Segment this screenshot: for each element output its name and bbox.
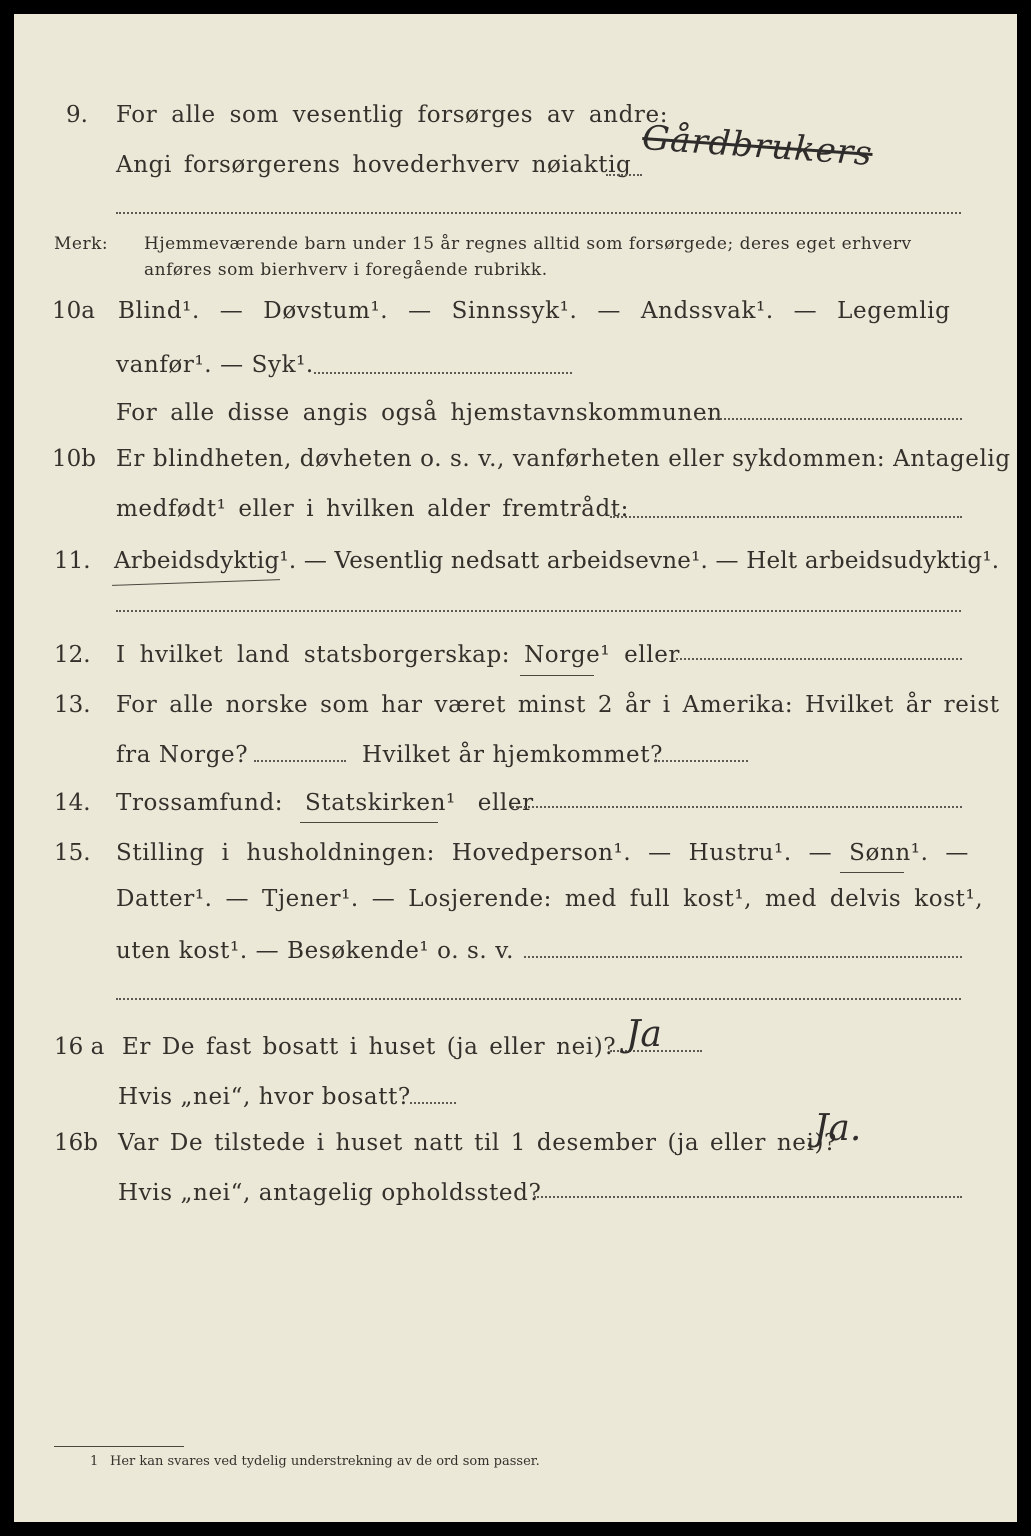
q10b-line1: Er blindheten, døvheten o. s. v., vanførheten eller sykdommen: Antagelig [116,446,1011,472]
merk-text-line2: anføres som bierhverv i foregående rubrikk. [144,260,548,280]
q10a-hjemstavn-dotline [704,418,962,420]
q16a-line1: Er De fast bosatt i huset (ja eller nei)? [122,1034,617,1060]
q10a-line3: For alle disse angis også hjemstavnskommunen [116,400,723,426]
q9-handwritten-answer: Gårdbrukers [640,117,874,175]
q11-line1: Arbeidsdyktig¹. — Vesentlig nedsatt arbeidsevne¹. — Helt arbeidsudyktig¹. [114,548,1000,574]
q16a-line2: Hvis „nei“, hvor bosatt? [118,1084,411,1110]
q16a-number: 16 a [54,1034,105,1060]
q13-number: 13. [54,692,91,718]
q9-question-line1: For alle som vesentlig forsørges av andre: [116,102,669,128]
q15-dotline [524,956,962,958]
census-form-page [14,14,1017,1522]
q9-answer-dotline [606,174,642,176]
q16b-dotline [534,1196,962,1198]
q9-blank-line [116,212,961,214]
q12-underline-norge [520,675,594,676]
q15-underline-sonn [840,872,904,873]
merk-text-line1: Hjemmeværende barn under 15 år regnes alltid som forsørgede; deres eget erhverv [144,234,912,254]
q10b-dotline [610,516,962,518]
q9-question-line2: Angi forsørgerens hovederhverv nøiaktig [116,152,632,178]
q13-hjemkommet-dotline [654,760,748,762]
q10b-number: 10b [52,446,96,472]
q13-line2a: fra Norge? [116,742,249,768]
q16b-line1: Var De tilstede i huset natt til 1 desember (ja eller nei)? [118,1130,837,1156]
q14-underline-statskirken [300,822,438,823]
q14-number: 14. [54,790,91,816]
q10b-line2: medfødt¹ eller i hvilken alder fremtrådt: [116,496,629,522]
q16b-number: 16b [54,1130,98,1156]
q15-blank-line [116,998,961,1000]
merk-label: Merk: [54,234,109,254]
q10a-number: 10a [52,298,95,324]
q15-number: 15. [54,840,91,866]
q12-dotline [676,658,962,660]
q13-line2b: Hvilket år hjemkommet? [362,742,664,768]
q11-underline-arbeidsdyktig [112,579,280,586]
q12-number: 12. [54,642,91,668]
q14-dotline [512,806,962,808]
q16a-handwritten-answer: Ja [626,1014,662,1055]
q10a-syk-dotline [314,372,572,374]
q13-line1: For alle norske som har været minst 2 år i Amerika: Hvilket år reist [116,692,1000,718]
q16b-handwritten-answer: Ja. [814,1108,862,1149]
q16b-line2: Hvis „nei“, antagelig opholdssted? [118,1180,542,1206]
q14-line1: Trossamfund: Statskirken¹ eller [116,790,534,816]
q11-blank-line [116,610,961,612]
q10a-line2: vanfør¹. — Syk¹. [116,352,314,378]
q11-number: 11. [54,548,91,574]
footnote-mark: 1 [90,1454,99,1469]
footnote-rule [54,1446,184,1447]
q15-line3: uten kost¹. — Besøkende¹ o. s. v. [116,938,515,964]
q13-reist-dotline [254,760,346,762]
q15-line1: Stilling i husholdningen: Hovedperson¹. — Hustru¹. — Sønn¹. — [116,840,970,866]
q10a-line1: Blind¹. — Døvstum¹. — Sinnssyk¹. — Andssvak¹. — Legemlig [118,298,951,324]
footnote-text: Her kan svares ved tydelig understrekning av de ord som passer. [110,1454,540,1469]
q12-line1: I hvilket land statsborgerskap: Norge¹ eller [116,642,681,668]
q15-line2: Datter¹. — Tjener¹. — Losjerende: med full kost¹, med delvis kost¹, [116,886,984,912]
q9-number: 9. [66,102,88,128]
q16a-bosatt-dotline [410,1102,456,1104]
